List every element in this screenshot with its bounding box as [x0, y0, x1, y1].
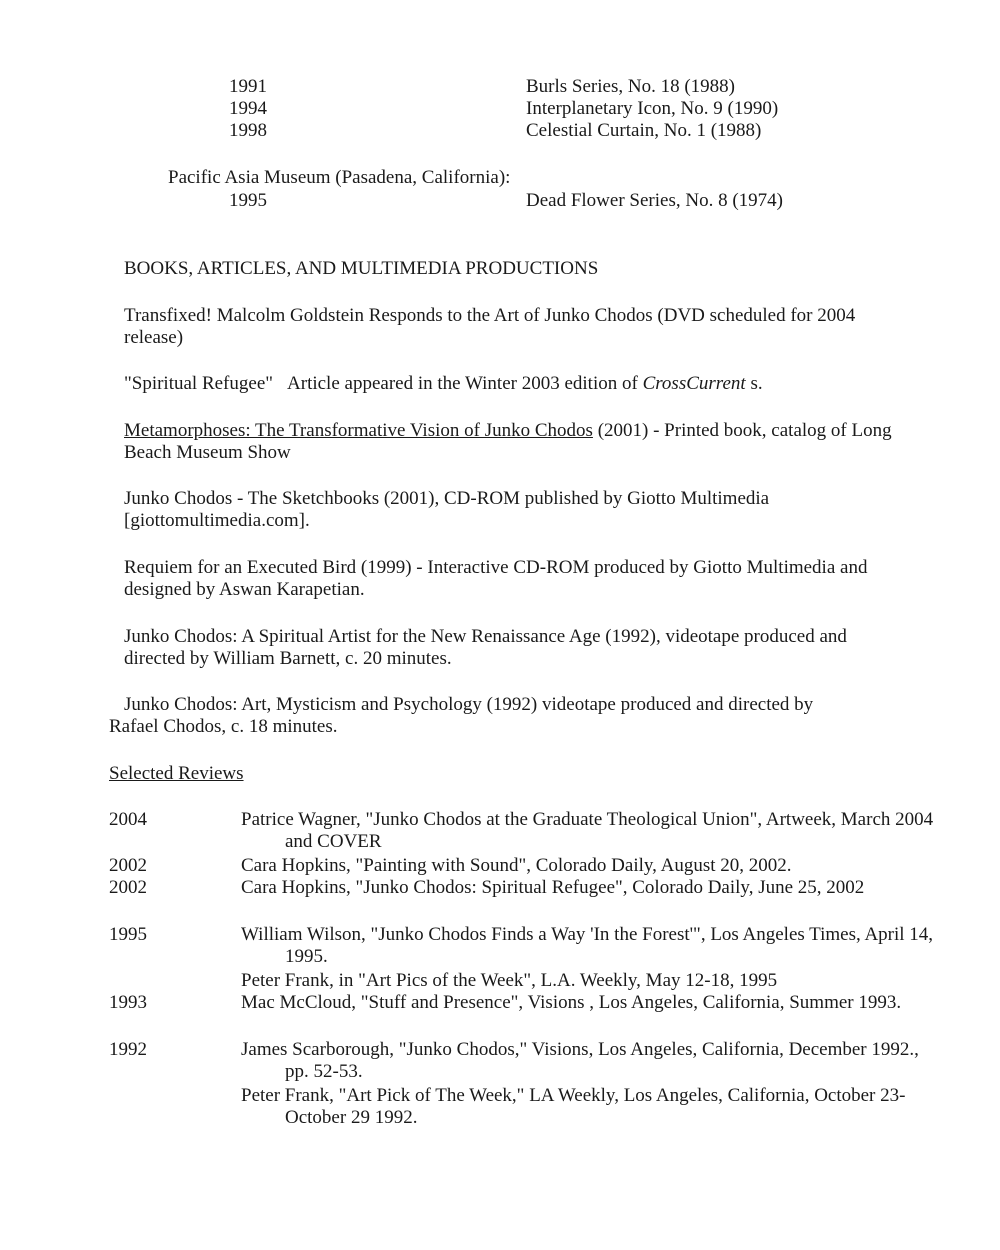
- review-text: Patrice Wagner, "Junko Chodos at the Graduate Theological Union", Artweek, March 2004 and COVER: [241, 809, 934, 852]
- publication-name: CrossCurrent: [642, 373, 746, 394]
- review-year: 2002: [109, 855, 147, 876]
- reviews-heading: Selected Reviews: [109, 763, 244, 784]
- entry-mysticism-line2: Rafael Chodos, c. 18 minutes.: [109, 716, 338, 737]
- review-year: 1992: [109, 1039, 147, 1060]
- entry-text: (2001) - Printed book, catalog of Long Beach Museum Show: [124, 420, 892, 463]
- exhibit-year: 1994: [229, 98, 267, 119]
- entry-tail: s.: [750, 373, 763, 394]
- review-text: Cara Hopkins, "Painting with Sound", Colorado Daily, August 20, 2002.: [241, 855, 792, 876]
- review-text: Cara Hopkins, "Junko Chodos: Spiritual Refugee", Colorado Daily, June 25, 2002: [241, 877, 865, 898]
- review-text: Peter Frank, "Art Pick of The Week," LA Weekly, Los Angeles, California, October 23-October 29 1992.: [241, 1085, 906, 1128]
- exhibit-work: Dead Flower Series, No. 8 (1974): [526, 190, 783, 211]
- exhibit-year: 1998: [229, 120, 267, 141]
- entry-title: "Spiritual Refugee": [124, 373, 274, 394]
- review-text: Mac McCloud, "Stuff and Presence", Visions , Los Angeles, California, Summer 1993.: [241, 992, 902, 1013]
- entry-metamorphoses: [124, 420, 894, 464]
- entry-sketchbooks: Junko Chodos - The Sketchbooks (2001), CD-ROM published by Giotto Multimedia [giottomultimedia.com].: [124, 488, 770, 531]
- exhibit-year: 1995: [229, 190, 267, 211]
- review-year: 1993: [109, 992, 147, 1013]
- review-year: 1995: [109, 924, 147, 945]
- entry-mysticism-line1: Junko Chodos: Art, Mysticism and Psychology (1992) videotape produced and directed by: [124, 694, 814, 715]
- exhibit-work: Celestial Curtain, No. 1 (1988): [526, 120, 762, 141]
- exhibit-work: Interplanetary Icon, No. 9 (1990): [526, 98, 779, 119]
- review-year: 2004: [109, 809, 147, 830]
- section-heading: BOOKS, ARTICLES, AND MULTIMEDIA PRODUCTIONS: [124, 258, 599, 279]
- review-year: 2002: [109, 877, 147, 898]
- review-text: Peter Frank, in "Art Pics of the Week", L.A. Weekly, May 12-18, 1995: [241, 970, 778, 991]
- review-text: William Wilson, "Junko Chodos Finds a Way 'In the Forest'", Los Angeles Times, April 14, 1995.: [241, 924, 934, 967]
- exhibit-venue: Pacific Asia Museum (Pasadena, California):: [168, 167, 511, 188]
- exhibit-year: 1991: [229, 76, 267, 97]
- entry-spiritual-artist: Junko Chodos: A Spiritual Artist for the New Renaissance Age (1992), videotape produced and directed by William Barnett, c. 20 minutes.: [124, 626, 847, 669]
- review-text: James Scarborough, "Junko Chodos," Visions, Los Angeles, California, December 1992., pp. 52-53.: [241, 1039, 919, 1082]
- exhibit-work: Burls Series, No. 18 (1988): [526, 76, 735, 97]
- entry-transfixed: Transfixed! Malcolm Goldstein Responds to the Art of Junko Chodos (DVD scheduled for 2004 release): [124, 305, 856, 348]
- entry-spiritual-refugee: [124, 373, 894, 395]
- entry-requiem: Requiem for an Executed Bird (1999) - Interactive CD-ROM produced by Giotto Multimedia and designed by Aswan Karapetian.: [124, 557, 868, 600]
- entry-title: Metamorphoses: The Transformative Vision of Junko Chodos: [124, 420, 593, 441]
- entry-text: Article appeared in the Winter 2003 edition of: [287, 373, 638, 394]
